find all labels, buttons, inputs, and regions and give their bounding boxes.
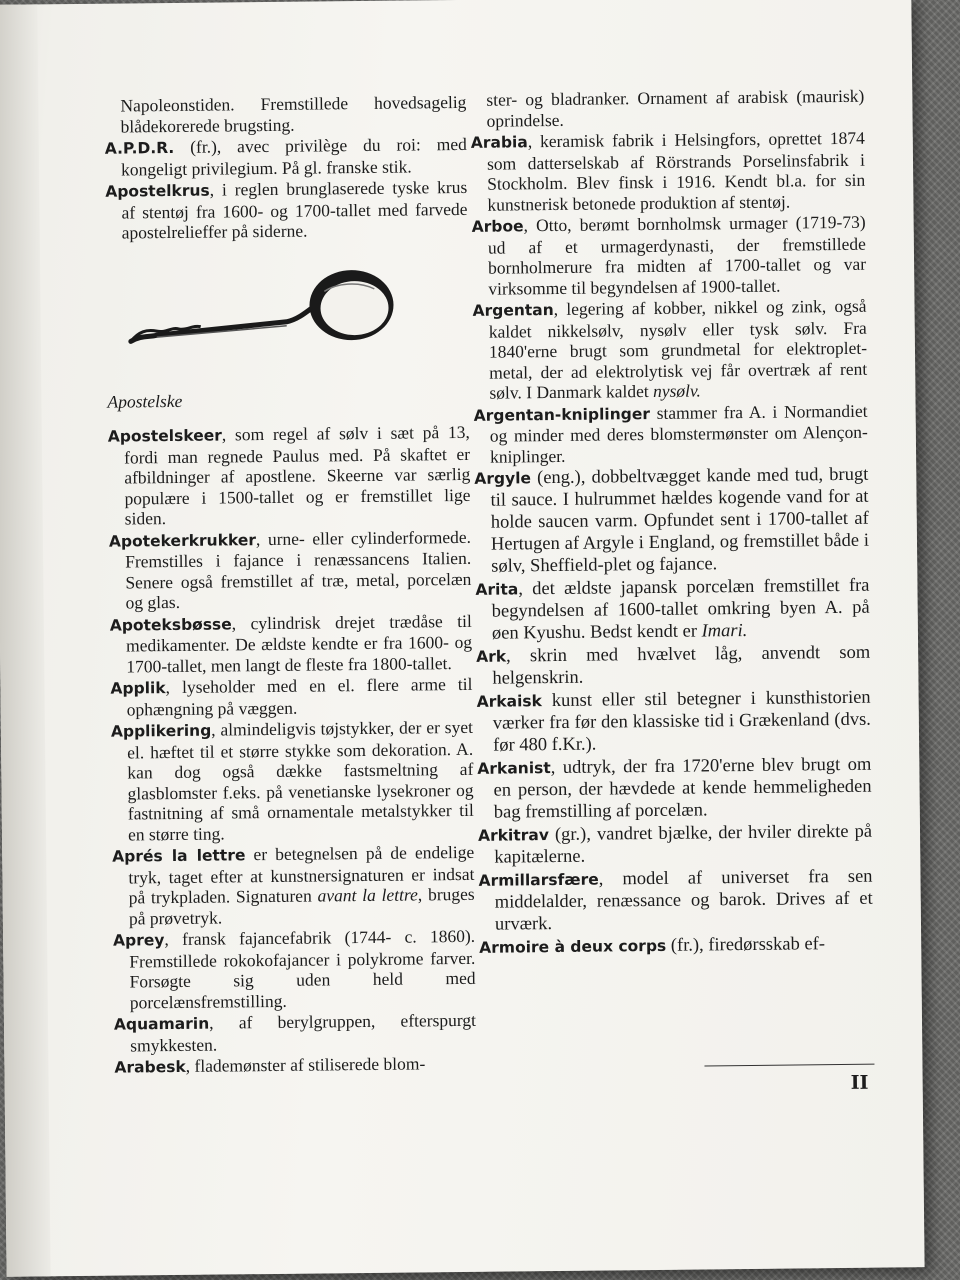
entry-term: Arabesk <box>114 1057 186 1077</box>
entry-armoire <box>479 933 873 959</box>
entry-term: Aquamarin <box>113 1014 210 1034</box>
entry-text: (fr.), avec privilège du roi: med kongeligt privilegium. På gl. franske stik. <box>120 133 467 180</box>
entry-arkitrav <box>478 821 872 869</box>
entry-argyle <box>474 464 869 578</box>
entry-apostelkrus <box>105 177 468 243</box>
entry-term: Aprey <box>113 931 165 950</box>
entry-text: (fr.), firedørsskab ef- <box>666 934 826 956</box>
entry-text: , Otto, berømt bornholmsk urmager (1719-73) ud af et urmagerdynasti, der fremstillede bornholmerure fra midten af 1700-tallet og var virksomme til begyndelsen af 1900-tallet. <box>487 211 867 299</box>
entry-apoteksbosse <box>110 610 473 676</box>
entry-term: Apostelkrus <box>105 181 210 201</box>
entry-term: Arkanist <box>477 759 551 778</box>
entry-text: , skrin med hvælvet låg, anvendt som helgenskrin. <box>492 642 871 689</box>
entry-aprey <box>113 926 476 1013</box>
entry-term: Arabia <box>470 133 528 152</box>
entry-italic: Imari. <box>701 620 748 642</box>
footer-rule <box>704 1064 874 1067</box>
entry-text: , almindeligvis tøjstykker, der er syet el. hæftet til et større stykke som dekoration. A. kan dog også dække fastsmeltning af glasblomster f.eks. på venetianske lysekroner og fastnitning af små ornamentale metalstykker til en større ting. <box>127 716 474 844</box>
page-number: II <box>850 1071 869 1094</box>
entry-apostelskeer <box>108 422 471 529</box>
entry-text: , keramisk fabrik i Helsingfors, oprettet 1874 som datterselskab af Rörstrands Porselinsfabrik i Stockholm. Blev finsk i 1916. Kendt bl.a. for sin kunstnerisk betonede produktion af stentøj. <box>486 127 866 215</box>
entry-apotekerkrukker <box>109 526 472 613</box>
right-column <box>470 86 873 960</box>
entry-apres-la-lettre <box>112 842 475 929</box>
entry-arkaisk <box>477 687 872 757</box>
entry-term: Applikering <box>110 721 212 741</box>
entry-arboe <box>472 212 867 299</box>
entry-text: (eng.), dobbeltvægget kande med tud, brugt til sauce. I hulrummet hældes kogende vand for at holde saucen varm. Opfundet sent i 1700-tallet af Hertugen af Argyle i England, og fremstillet både i sølv, Sheffield-plet og fajance. <box>490 464 870 577</box>
entry-applik <box>110 674 472 720</box>
entry-text: , som regel af sølv i sæt på 13, fordi man regnede Paulus med. På skaftet er afbildninger af apostlene. Skeerne var særlig populære i 1500-tallet og er fremstillet lige siden. <box>123 421 471 529</box>
entry-term: Aprés la lettre <box>112 846 246 866</box>
entry-text: , flademønster af stiliserede blom- <box>185 1053 426 1076</box>
entry-text-end: , bruges på prøvetryk. <box>128 883 475 928</box>
entry-aquamarin <box>114 1010 476 1056</box>
entry-term: Argentan-kniplinger <box>473 404 651 425</box>
entry-term: Argyle <box>474 469 532 488</box>
entry-term: Arita <box>475 580 519 599</box>
entry-term: Ark <box>476 647 507 666</box>
entry-apdr <box>105 134 467 180</box>
left-column <box>104 92 476 1079</box>
entry-argentan-kniplinger <box>474 400 869 467</box>
entry-term: A.P.D.R. <box>104 138 175 158</box>
entry-argentan <box>472 296 867 404</box>
entry-text: , af berylgruppen, efterspurgt smykkesten. <box>130 1009 477 1055</box>
entry-term: Arkaisk <box>476 692 543 711</box>
entry-term: Arkitrav <box>477 826 550 845</box>
entry-term: Armillarsfære <box>478 870 599 890</box>
entry-term: Apotekerkrukker <box>108 530 257 551</box>
entry-arkanist <box>477 754 872 824</box>
entry-text: er betegnelsen på de endelige tryk, taget efter at kunstnersignaturen er indsat på trykpladen. Signaturen <box>128 841 475 908</box>
figure-caption: Apostelske <box>107 390 183 412</box>
continued-entry: Napoleonstiden. Fremstillede hovedsagelig blådekorerede brugsting. <box>120 91 467 137</box>
entry-text: , fransk fajancefabrik (1744- c. 1860). Fremstillede rokokofajancer i polykrome farver. Forsøgte sig uden held med porcelænsfremstilling. <box>129 925 476 1012</box>
entry-arita <box>475 575 870 645</box>
entry-text: , i reglen brunglaserede tyske krus af stentøj fra 1600- og 1700-tallet med farvede apostelrelieffer på siderne. <box>121 176 468 243</box>
entry-ark <box>476 642 870 690</box>
entry-arabesk <box>114 1053 476 1078</box>
entry-text: (gr.), vandret bjælke, der hviler direkte på kapitælerne. <box>494 821 873 868</box>
apostle-spoon-icon <box>126 262 397 375</box>
entry-text: , urne- eller cylinderformede. Fremstilles i fajance i renæssancens Italien. Senere også fremstillet af træ, metal, porcelæn og glas. <box>125 526 472 613</box>
entry-text: kunst eller stil betegner i kunsthistorien værker fra før den klassiske tid i Grækenland (dvs. før 480 f.Kr.). <box>492 687 871 756</box>
entry-applikering <box>111 717 474 845</box>
entry-italic: nysølv. <box>652 380 701 401</box>
entry-text: , legering af kobber, nikkel og zink, også kaldet nikkelsølv, nysølv eller tysk sølv. Fra 1840'erne brugt som grundmetal for elektroplet-metal, der ad elektrolytisk vej får overtræk af rent sølv. I Danmark kaldet <box>488 295 868 403</box>
entry-text: , lyseholder med en el. flere arme til ophængning på væggen. <box>126 673 473 719</box>
spoon-illustration <box>106 261 469 385</box>
entry-term: Arboe <box>471 217 524 236</box>
entry-text: , cylindrisk drejet trædåse til medikamenter. De ældste kendte er fra 1600- og 1700-tallet, men langt de fleste fra 1800-tallet. <box>125 610 473 676</box>
continued-entry: ster- og bladranker. Ornament af arabisk (maurisk) oprindelse. <box>486 85 865 131</box>
entry-armillarsfaere <box>478 866 873 936</box>
entry-arabia <box>471 128 866 215</box>
entry-term: Applik <box>110 679 166 698</box>
entry-term: Argentan <box>472 301 554 320</box>
entry-term: Armoire à deux corps <box>479 936 667 957</box>
entry-term: Apostelskeer <box>107 426 222 446</box>
entry-text: , udtryk, der fra 1720'erne blev brugt om en person, der hævdede at kende hemmeligheden bag fremstilling af porcelæn. <box>493 754 872 823</box>
entry-text: stammer fra A. i Normandiet og minder med deres blomstermønster om Alençon-kniplinger. <box>489 400 868 467</box>
entry-text: , model af universet fra sen middelalder, renæssance og barok. Drives af et urværk. <box>494 866 873 935</box>
entry-text: , det ældste japansk porcelæn fremstillet fra begyndelsen af 1600-tallet omkring byen A. på øen Kyushu. Bedst kendt er <box>491 575 870 644</box>
entry-term: Apoteksbøsse <box>109 614 232 635</box>
entry-italic: avant la lettre <box>317 884 418 906</box>
